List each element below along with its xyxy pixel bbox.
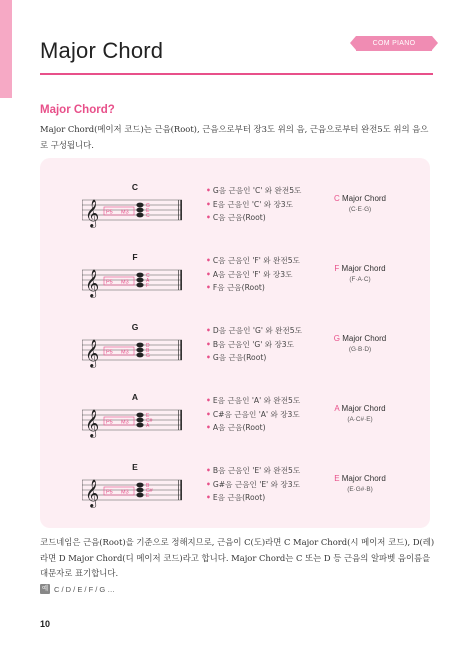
chord-tone-item xyxy=(206,281,346,295)
chord-summary xyxy=(312,474,408,493)
interval-label: P5 xyxy=(106,489,113,496)
chord-summary-notes: (F·A·C) xyxy=(349,276,371,283)
bullet-dot-icon: • xyxy=(206,283,211,292)
staff-notation xyxy=(82,334,182,374)
chord-summary xyxy=(312,334,408,353)
bullet-dot-icon: • xyxy=(206,466,211,475)
note-head xyxy=(136,418,143,423)
intro-paragraph: Major Chord(메이저 코드)는 근음(Root), 근음으로부터 장3도 위의 음, 근음으로부터 완전5도 위의 음으로 구성됩니다. xyxy=(40,124,429,150)
chord-tone-text: E음 근음인 'A' 와 완전5도 xyxy=(212,396,301,405)
chord-summary-notes: (E·G#·B) xyxy=(347,486,373,493)
staff-notation xyxy=(82,404,182,444)
bullet-dot-icon: • xyxy=(206,493,211,502)
interval-label: P5 xyxy=(106,209,113,216)
bullet-dot-icon: • xyxy=(206,326,211,335)
note-head xyxy=(136,348,143,353)
treble-clef-icon: 𝄞 xyxy=(85,199,100,227)
note-letter: A xyxy=(146,278,150,284)
chord-summary-name: G Major Chord xyxy=(333,334,387,343)
chord-summary-name: A Major Chord xyxy=(334,404,386,413)
chord-name: C xyxy=(131,182,139,192)
note-letter: F xyxy=(146,283,150,289)
chord-tone-text: G음 근음(Root) xyxy=(212,353,267,362)
note-letter: C xyxy=(146,273,150,279)
note-letter: E xyxy=(146,413,150,419)
note-letter: E xyxy=(146,493,150,499)
chord-tone-text: G#음 근음인 'E' 와 장3도 xyxy=(212,479,300,489)
chord-row xyxy=(40,182,430,248)
note-head xyxy=(136,208,143,213)
chord-row xyxy=(40,252,430,318)
bullet-dot-icon: • xyxy=(206,186,211,195)
chord-name: A xyxy=(131,392,139,402)
chord-tone-text: C음 근음(Root) xyxy=(212,213,266,222)
note-letter: E xyxy=(146,208,150,214)
chord-row xyxy=(40,322,430,388)
interval-label: P5 xyxy=(106,419,113,426)
bullet-dot-icon: • xyxy=(206,269,211,279)
treble-clef-icon: 𝄞 xyxy=(85,269,100,297)
page-number: 10 xyxy=(40,619,51,629)
chord-summary-name: E Major Chord xyxy=(334,474,386,483)
bullet-dot-icon: • xyxy=(206,199,211,209)
chord-summary-notes: (A·C#·E) xyxy=(347,416,373,423)
chord-tone-text: C#음 근음인 'A' 와 장3도 xyxy=(212,409,300,419)
chord-tone-text: A음 근음(Root) xyxy=(212,423,266,432)
note-letter: G# xyxy=(146,488,153,494)
bullet-dot-icon: • xyxy=(206,339,211,349)
note-letter: G xyxy=(146,203,150,209)
chord-summary-notes: (C·E·G) xyxy=(348,206,372,213)
chord-name: G xyxy=(131,322,139,332)
note-head xyxy=(136,343,143,348)
interval-label: M3 xyxy=(121,279,129,286)
chord-tone-text: B음 근음인 'G' 와 장3도 xyxy=(212,339,294,349)
note-letter: G xyxy=(146,353,150,359)
chord-name: F xyxy=(132,252,138,262)
staff-notation xyxy=(82,194,182,234)
interval-label: M3 xyxy=(121,349,129,356)
chord-tone-text: B음 근음인 'E' 와 완전5도 xyxy=(212,466,301,475)
chord-summary-name: F Major Chord xyxy=(334,264,386,273)
chord-tone-text: D음 근음인 'G' 와 완전5도 xyxy=(212,326,302,335)
interval-label: M3 xyxy=(121,419,129,426)
chord-tone-item xyxy=(206,491,346,505)
note-head xyxy=(136,213,143,218)
decorative-side-bar xyxy=(0,0,12,98)
note-letter: C# xyxy=(146,418,153,424)
chord-panel xyxy=(40,158,430,528)
note-head xyxy=(136,283,143,288)
example-line xyxy=(40,584,115,594)
note-head xyxy=(136,413,143,418)
note-letter: C xyxy=(146,213,150,219)
chord-summary-name: C Major Chord xyxy=(333,194,387,203)
chord-tone-item xyxy=(206,351,346,365)
chord-tone-text: G음 근음인 'C' 와 완전5도 xyxy=(212,186,302,195)
example-text: C / D / E / F / G … xyxy=(54,584,115,594)
chord-tone-text: C음 근음인 'F' 와 완전5도 xyxy=(212,256,300,265)
outro-paragraph: 코드네임은 근음(Root)을 기준으로 정해지므로, 근음이 C(도)라면 C Major Chord(시 메이저 코드), D(레)라면 D Major Chord(디 메이저 코드)라고 합니다. Major Chord는 C 또는 D 등 근음의 알파벳 음이름을 대문자로 표기합니다. xyxy=(40,537,435,578)
bullet-dot-icon: • xyxy=(206,479,211,489)
chord-summary xyxy=(312,404,408,423)
chord-name: E xyxy=(132,462,138,472)
chord-summary xyxy=(312,194,408,213)
staff-notation xyxy=(82,264,182,304)
bullet-dot-icon: • xyxy=(206,396,211,405)
chord-summary-notes: (G·B·D) xyxy=(348,346,372,353)
bullet-dot-icon: • xyxy=(206,213,211,222)
staff-notation xyxy=(82,474,182,514)
note-head xyxy=(136,488,143,493)
bullet-dot-icon: • xyxy=(206,353,211,362)
book-badge: COM PIANO xyxy=(356,36,432,51)
interval-label: M3 xyxy=(121,489,129,496)
note-letter: D xyxy=(146,343,150,349)
note-head xyxy=(136,203,143,208)
chord-tone-text: A음 근음인 'F' 와 장3도 xyxy=(212,269,293,279)
example-label-box: 예 xyxy=(41,585,49,592)
page-title: Major Chord xyxy=(40,38,164,63)
treble-clef-icon: 𝄞 xyxy=(85,479,100,507)
note-letter: A xyxy=(146,423,150,429)
treble-clef-icon: 𝄞 xyxy=(85,409,100,437)
chord-tone-text: F음 근음(Root) xyxy=(212,283,265,292)
chord-tone-item xyxy=(206,211,346,225)
interval-label: M3 xyxy=(121,209,129,216)
bullet-dot-icon: • xyxy=(206,409,211,419)
section-heading: Major Chord? xyxy=(40,104,115,116)
note-letter: B xyxy=(146,483,150,489)
note-head xyxy=(136,493,143,498)
chord-tone-item xyxy=(206,421,346,435)
chord-summary xyxy=(312,264,408,283)
interval-label: P5 xyxy=(106,279,113,286)
treble-clef-icon: 𝄞 xyxy=(85,339,100,367)
note-head xyxy=(136,423,143,428)
note-head xyxy=(136,278,143,283)
note-head xyxy=(136,353,143,358)
interval-label: P5 xyxy=(106,349,113,356)
bullet-dot-icon: • xyxy=(206,256,211,265)
chord-row xyxy=(40,462,430,528)
bullet-dot-icon: • xyxy=(206,423,211,432)
note-head xyxy=(136,483,143,488)
chord-tone-text: E음 근음인 'C' 와 장3도 xyxy=(212,199,293,209)
title-divider xyxy=(40,73,433,75)
note-letter: B xyxy=(146,348,150,354)
chord-row xyxy=(40,392,430,458)
note-head xyxy=(136,273,143,278)
chord-tone-text: E음 근음(Root) xyxy=(212,493,266,502)
